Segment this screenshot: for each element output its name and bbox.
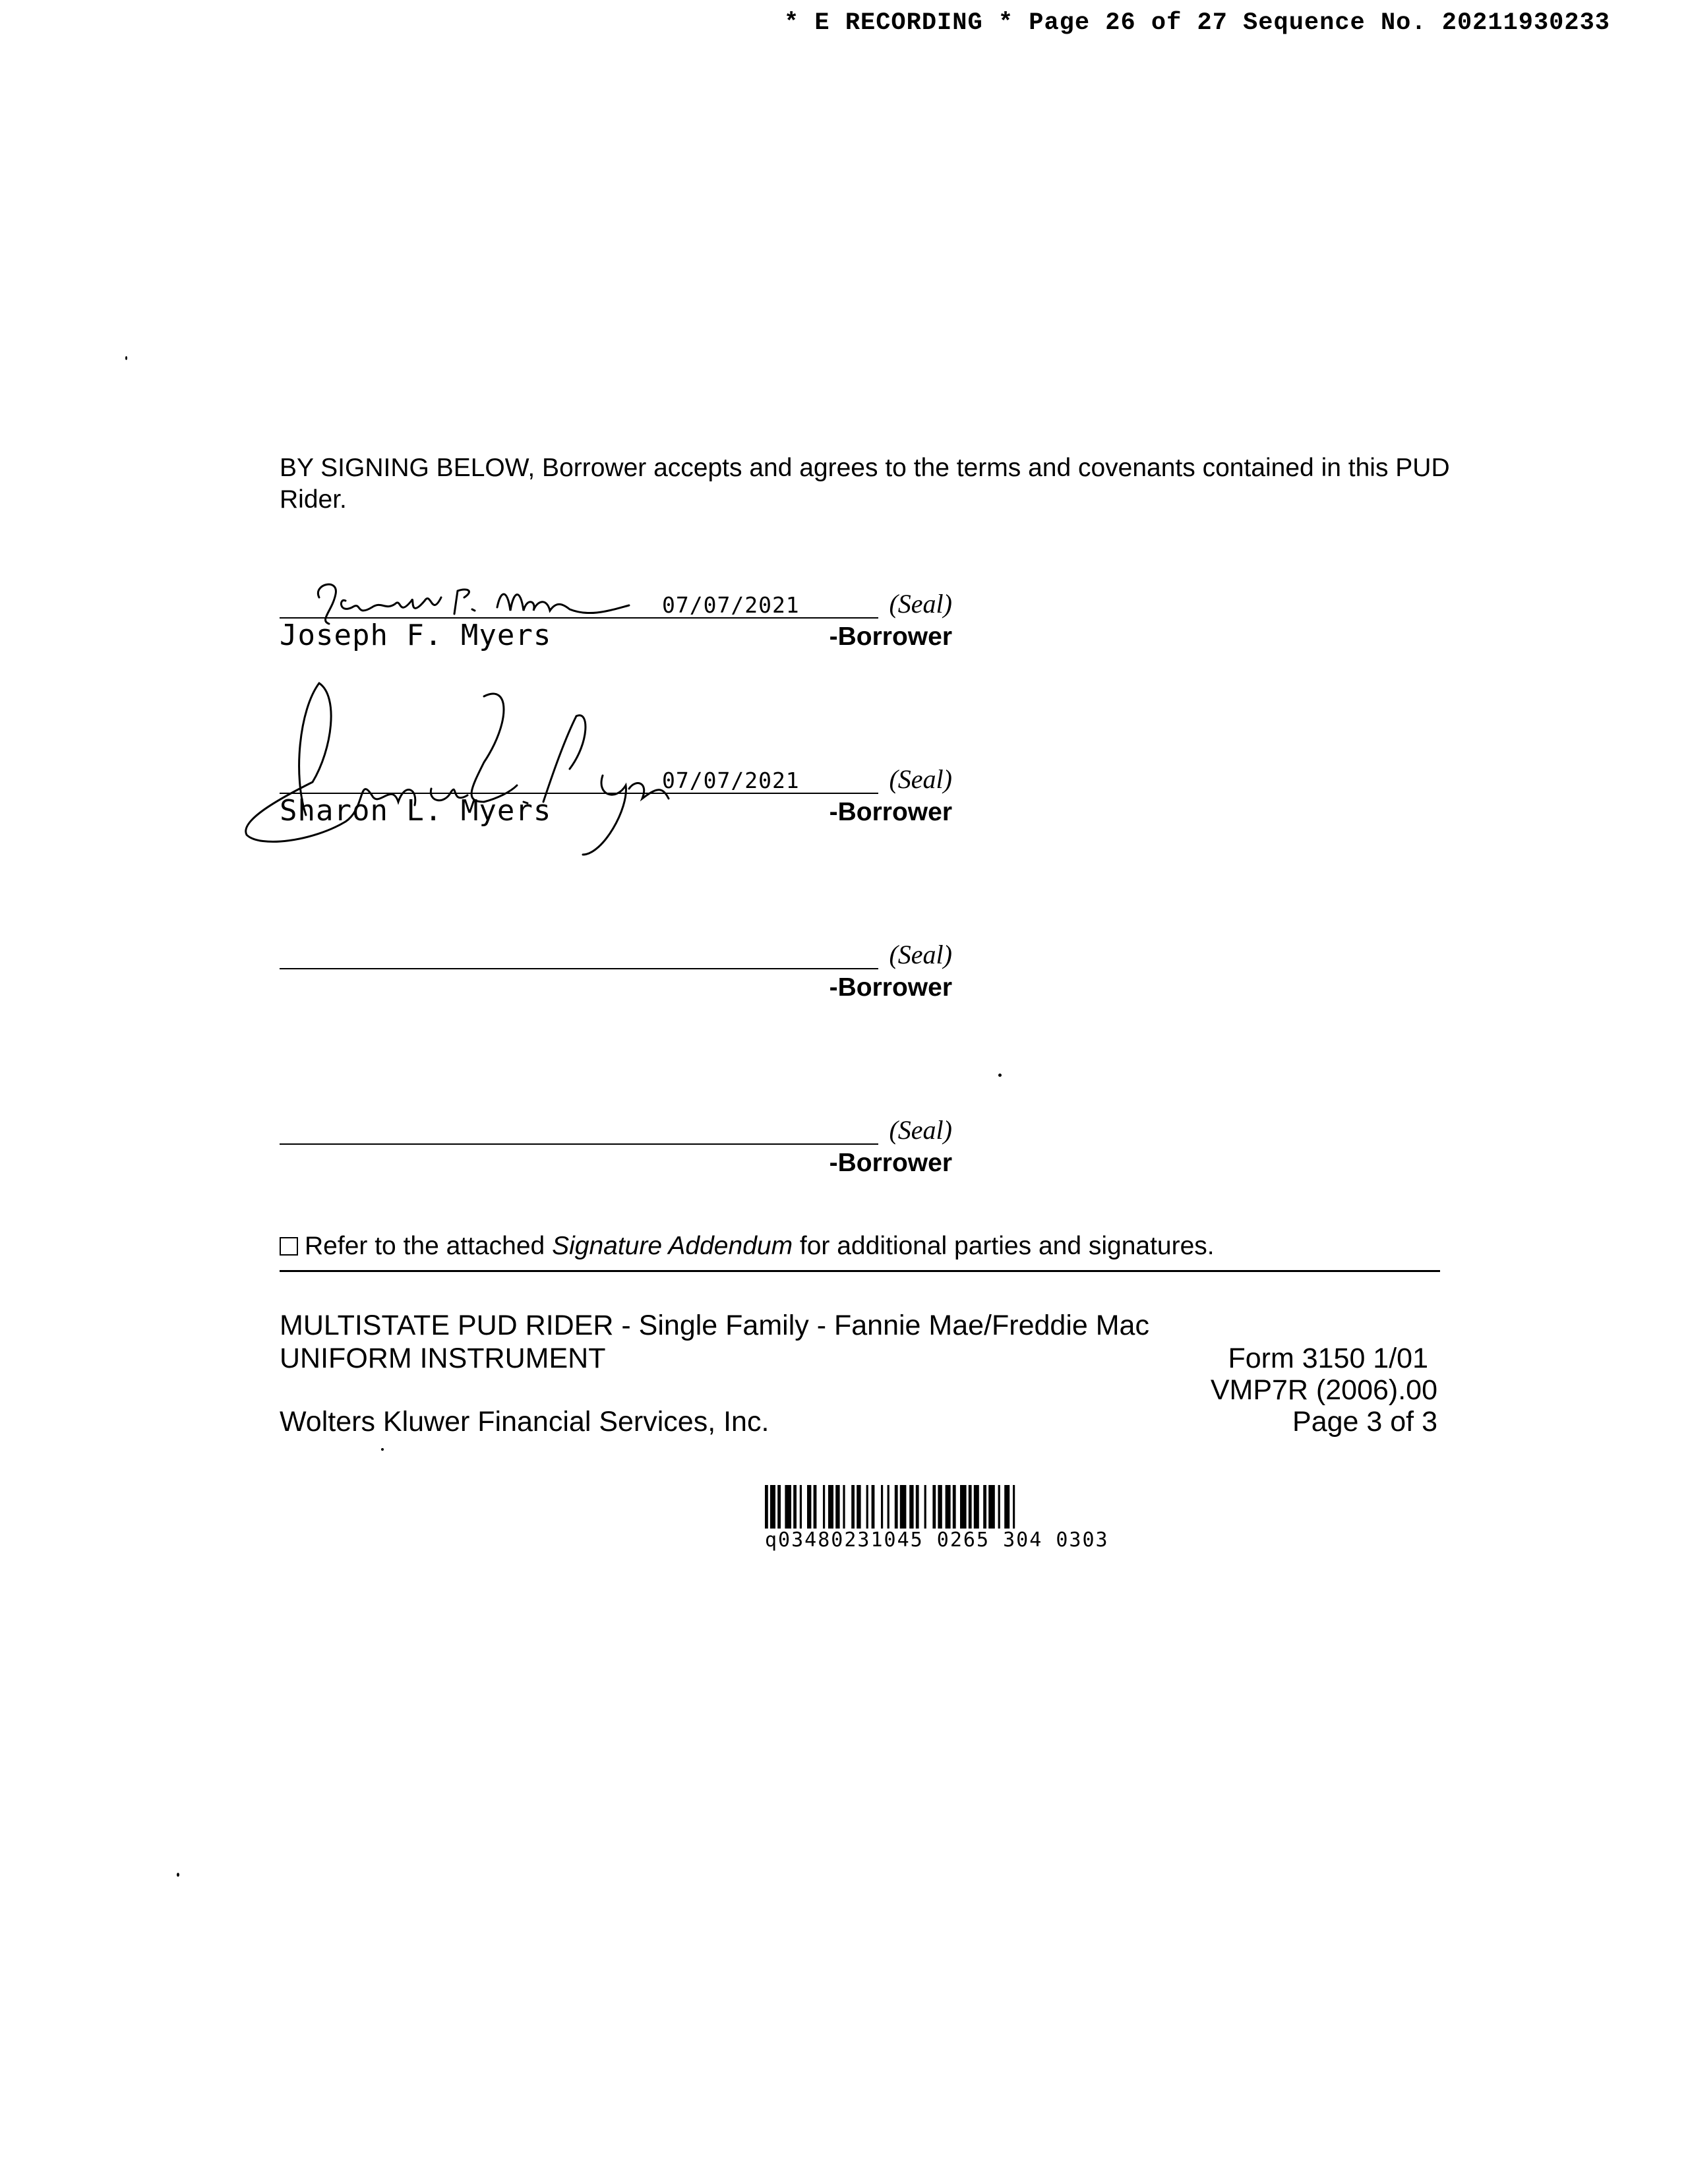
barcode-bar [807,1485,811,1529]
barcode-bar [866,1485,868,1529]
borrower-label: -Borrower [829,798,952,826]
signature-line [280,1143,878,1145]
barcode-bar [969,1485,972,1529]
signature-block-3 [280,931,952,1002]
barcode-bar [916,1485,919,1529]
footer-rule [280,1270,1440,1272]
addendum-row [280,1232,1215,1261]
signature-date-1: 07/07/2021 [662,592,800,618]
barcode-bar [924,1485,926,1529]
recording-header: * E RECORDING * Page 26 of 27 Sequence No. 20211930233 [784,9,1610,37]
addendum-text-after: for additional parties and signatures. [793,1232,1215,1260]
barcode-bar [765,1485,768,1529]
scan-speck [381,1448,384,1451]
addendum-text-italic: Signature Addendum [552,1232,793,1260]
barcode-bar [843,1485,845,1529]
seal-label: (Seal) [889,1115,952,1145]
seal-label: (Seal) [889,940,952,969]
addendum-text-before: Refer to the attached [305,1232,553,1260]
barcode-bar [960,1485,967,1529]
barcode-bar [983,1485,986,1529]
barcode-bar [770,1485,775,1529]
borrower-label: -Borrower [829,1149,952,1177]
barcode-bar [851,1485,855,1529]
barcode-bar [888,1485,889,1529]
barcode-bar [800,1485,802,1529]
barcode-bar [823,1485,825,1529]
seal-label: (Seal) [889,764,952,794]
barcode-bar [881,1485,883,1529]
barcode-bar [1013,1485,1015,1529]
scan-speck [177,1873,179,1877]
barcode-bar [953,1485,956,1529]
signer-name-1: Joseph F. Myers [280,619,552,652]
barcode-image [765,1485,1226,1531]
barcode-bar [895,1485,898,1529]
barcode-bar [793,1485,797,1529]
signature-block-2 [280,756,952,828]
footer-form-number: Form 3150 1/01 [1228,1343,1428,1374]
signature-block-1 [280,580,952,652]
barcode-bar [814,1485,817,1529]
signer-name-2: Sharon L. Myers [280,794,552,828]
footer-vmp-code: VMP7R (2006).00 [1210,1374,1437,1406]
addendum-checkbox[interactable] [280,1237,298,1256]
borrower-label: -Borrower [829,973,952,1002]
footer-company: Wolters Kluwer Financial Services, Inc. [280,1406,769,1438]
barcode-bar [998,1485,1000,1529]
barcode-bar [872,1485,875,1529]
barcode-bar [932,1485,936,1529]
barcode-bar [835,1485,839,1529]
signature-date-2: 07/07/2021 [662,768,800,793]
barcode-bar [857,1485,860,1529]
scan-speck [998,1074,1002,1077]
barcode-bar [828,1485,833,1529]
barcode-bar [946,1485,951,1529]
signing-statement: BY SIGNING BELOW, Borrower accepts and agrees to the terms and covenants contained in this PUD Rider. [280,454,1450,514]
barcode-bar [988,1485,995,1529]
footer-title: MULTISTATE PUD RIDER - Single Family - Fannie Mae/Freddie Mac [280,1310,1149,1341]
scan-speck [125,356,127,360]
signature-line [280,968,878,969]
barcode-bar [785,1485,791,1529]
signature-block-4 [280,1107,952,1177]
barcode-bar [900,1485,907,1529]
barcode-bar [938,1485,942,1529]
borrower-label: -Borrower [829,622,952,651]
barcode-bar [1004,1485,1010,1529]
barcode-number: q03480231045 0265 304 0303 [765,1529,1109,1552]
barcode-bar [777,1485,781,1529]
footer-page-number: Page 3 of 3 [1292,1406,1437,1438]
seal-label: (Seal) [889,589,952,619]
barcode-bar [974,1485,979,1529]
footer-uniform-instrument: UNIFORM INSTRUMENT [280,1343,606,1374]
barcode-bar [909,1485,913,1529]
